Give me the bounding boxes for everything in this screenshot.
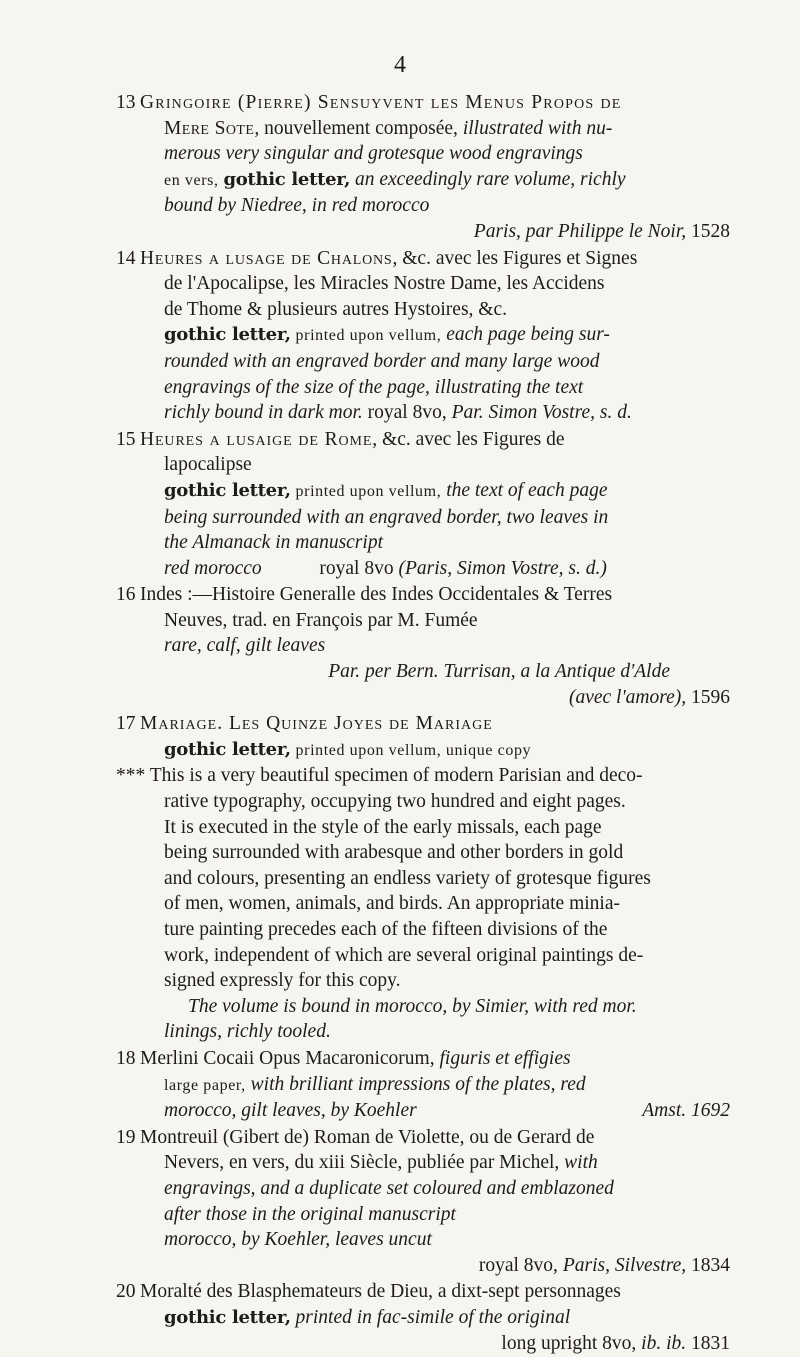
entry-format: long upright 8vo, [501,1332,637,1354]
entry-line [140,737,730,764]
entry-line: rounded with an engraved border and many large wood [164,350,600,372]
note-line: It is executed in the style of the early missals, each page [164,816,602,838]
note-line: being surrounded with arabesque and other borders in gold [164,842,624,864]
entry-title: Gringoire (Pierre) Sensuyvent les Menus Propos de [140,92,622,113]
vellum-label: printed upon vellum, unique copy [295,741,532,759]
entry-title-text: Merlini Cocaii Opus Macaronicorum, [140,1047,435,1069]
note-line: of men, women, animals, and birds. An appropriate minia- [164,893,620,915]
entry-publisher: Par. Simon Vostre, s. d. [451,402,632,424]
entry-title: Moralté des Blasphemateurs de Dieu, a dixt-sept personnages [140,1281,621,1303]
vellum-label: printed upon vellum, [295,327,442,345]
note-line: and colours, presenting an endless variety of grotesque figures [164,867,651,889]
entry-number: 18 [116,1047,136,1069]
entry-number: 16 [116,584,136,606]
entry-description: an exceedingly rare volume, richly [354,168,626,190]
entry-imprint [140,1253,730,1279]
entry-line: Neuves, trad. en François par M. Fumée [164,609,478,631]
entry-binding: rare, calf, gilt leaves [164,635,326,657]
entry-binding: richly bound in dark mor. [164,402,363,424]
catalogue-entry-20 [116,1279,730,1356]
gothic-letter-label: gothic letter, [164,324,291,346]
entry-description: figuris et effigies [439,1047,571,1069]
note-line: rative typography, occupying two hundred and eight pages. [164,791,626,813]
entry-line: the Almanack in manuscript [164,532,383,554]
entry-year: 1528 [691,220,730,242]
entry-line [140,1072,730,1099]
note-line: The volume is bound in morocco, by Simier, with red mor. [188,995,637,1017]
catalogue-entry-13 [116,90,730,245]
catalogue-entry-17 [116,711,730,1045]
entry-imprint [140,1331,730,1357]
entry-line: engravings of the size of the page, illustrating the text [164,376,584,398]
page-number: 4 [394,52,406,78]
entry-publisher: Par. per Bern. Turrisan, a la Antique d'Alde [328,661,670,683]
catalogue-entry-18 [116,1046,730,1124]
entry-publisher: ib. ib. [641,1332,687,1354]
entry-description: each page being sur- [446,324,610,346]
entry-line: being surrounded with an engraved border, two leaves in [164,506,609,528]
entry-line [140,478,730,505]
entry-year: 1596 [691,686,730,708]
entry-line: after those in the original manuscript [164,1203,456,1225]
gothic-letter-label: gothic letter, [164,1306,291,1328]
catalogue-list [116,90,730,1357]
entry-number: 15 [116,428,136,450]
entry-number: 13 [116,92,136,113]
entry-title [140,1046,730,1072]
catalogue-entry-15 [116,427,730,582]
entry-title: Mariage. Les Quinze Joyes de Mariage [140,713,493,735]
entry-binding: bound by Niedree, in red morocco [164,195,430,217]
entry-verse-label: en vers, [164,171,219,189]
entry-line [140,322,730,349]
entry-binding: red morocco [164,557,262,579]
entry-description: printed in fac-simile of the original [295,1306,571,1328]
entry-publisher: (Paris, Simon Vostre, s. d.) [398,557,607,579]
entry-title: Indes :—Histoire Generalle des Indes Occidentales & Terres [140,584,613,606]
entry-number: 20 [116,1281,136,1303]
entry-format: royal 8vo, [478,1254,558,1276]
entry-line [140,556,730,582]
entry-line: lapocalipse [164,454,252,476]
entry-note [116,763,730,1045]
vellum-label: printed upon vellum, [295,482,442,500]
entry-number: 19 [116,1126,136,1148]
entry-description: with brilliant impressions of the plates, red [250,1073,586,1095]
entry-line [140,400,730,426]
entry-imprint [140,219,730,245]
entry-year: 1834 [691,1254,730,1276]
entry-publisher: Paris, par Philippe le Noir, [473,220,687,242]
gothic-letter-label: gothic letter, [164,738,291,760]
entry-line: Mere Sote, nouvellement composée, illustrated with nu- [164,117,613,139]
entry-line-text: Nevers, en vers, du xiii Siècle, publiée par Michel, [164,1152,560,1174]
note-line: linings, richly tooled. [164,1021,331,1043]
note-line: signed expressly for this copy. [164,970,401,992]
entry-imprint: Amst. 1692 [642,1100,730,1122]
entry-line [140,1150,730,1176]
entry-description: with [564,1152,598,1174]
entry-line [140,1305,730,1331]
entry-title: Heures a lusaige de Rome, &c. avec les Figures de [140,428,565,450]
entry-format: royal 8vo [319,557,394,579]
entry-imprint [140,685,730,711]
gothic-letter-label: gothic letter, [223,168,351,190]
catalogue-entry-14 [116,246,730,426]
entry-binding: morocco, gilt leaves, by Koehler [164,1100,417,1122]
entry-line: de l'Apocalipse, les Miracles Nostre Dame, les Accidens [164,273,605,295]
entry-format: royal 8vo, [367,402,447,424]
entry-binding: morocco, by Koehler, leaves uncut [164,1229,432,1251]
entry-line: engravings, and a duplicate set coloured and emblazoned [164,1177,614,1199]
note-line: work, independent of which are several original paintings de- [164,944,644,966]
note-line: ture painting precedes each of the fifteen divisions of the [164,919,608,940]
entry-publisher: Paris, Silvestre, [562,1254,687,1276]
entry-note: (avec l'amore), [568,686,687,708]
catalogue-entry-19 [116,1125,730,1279]
entry-line: de Thome & plusieurs autres Hystoires, &c. [164,298,507,320]
entry-description: the text of each page [446,479,608,501]
large-paper-label: large paper, [164,1076,246,1094]
entry-title: Montreuil (Gibert de) Roman de Violette, ou de Gerard de [140,1126,595,1148]
entry-title: Heures a lusage de Chalons, &c. avec les Figures et Signes [140,247,638,269]
note-line: *** This is a very beautiful specimen of modern Parisian and deco- [116,765,643,787]
entry-line: merous very singular and grotesque wood engravings [164,143,583,165]
catalogue-entry-16 [116,582,730,710]
entry-number: 14 [116,247,136,269]
entry-year: 1831 [691,1332,730,1354]
entry-line [140,1098,730,1124]
gothic-letter-label: gothic letter, [164,479,291,501]
entry-number: 17 [116,713,136,735]
entry-line [140,167,730,194]
